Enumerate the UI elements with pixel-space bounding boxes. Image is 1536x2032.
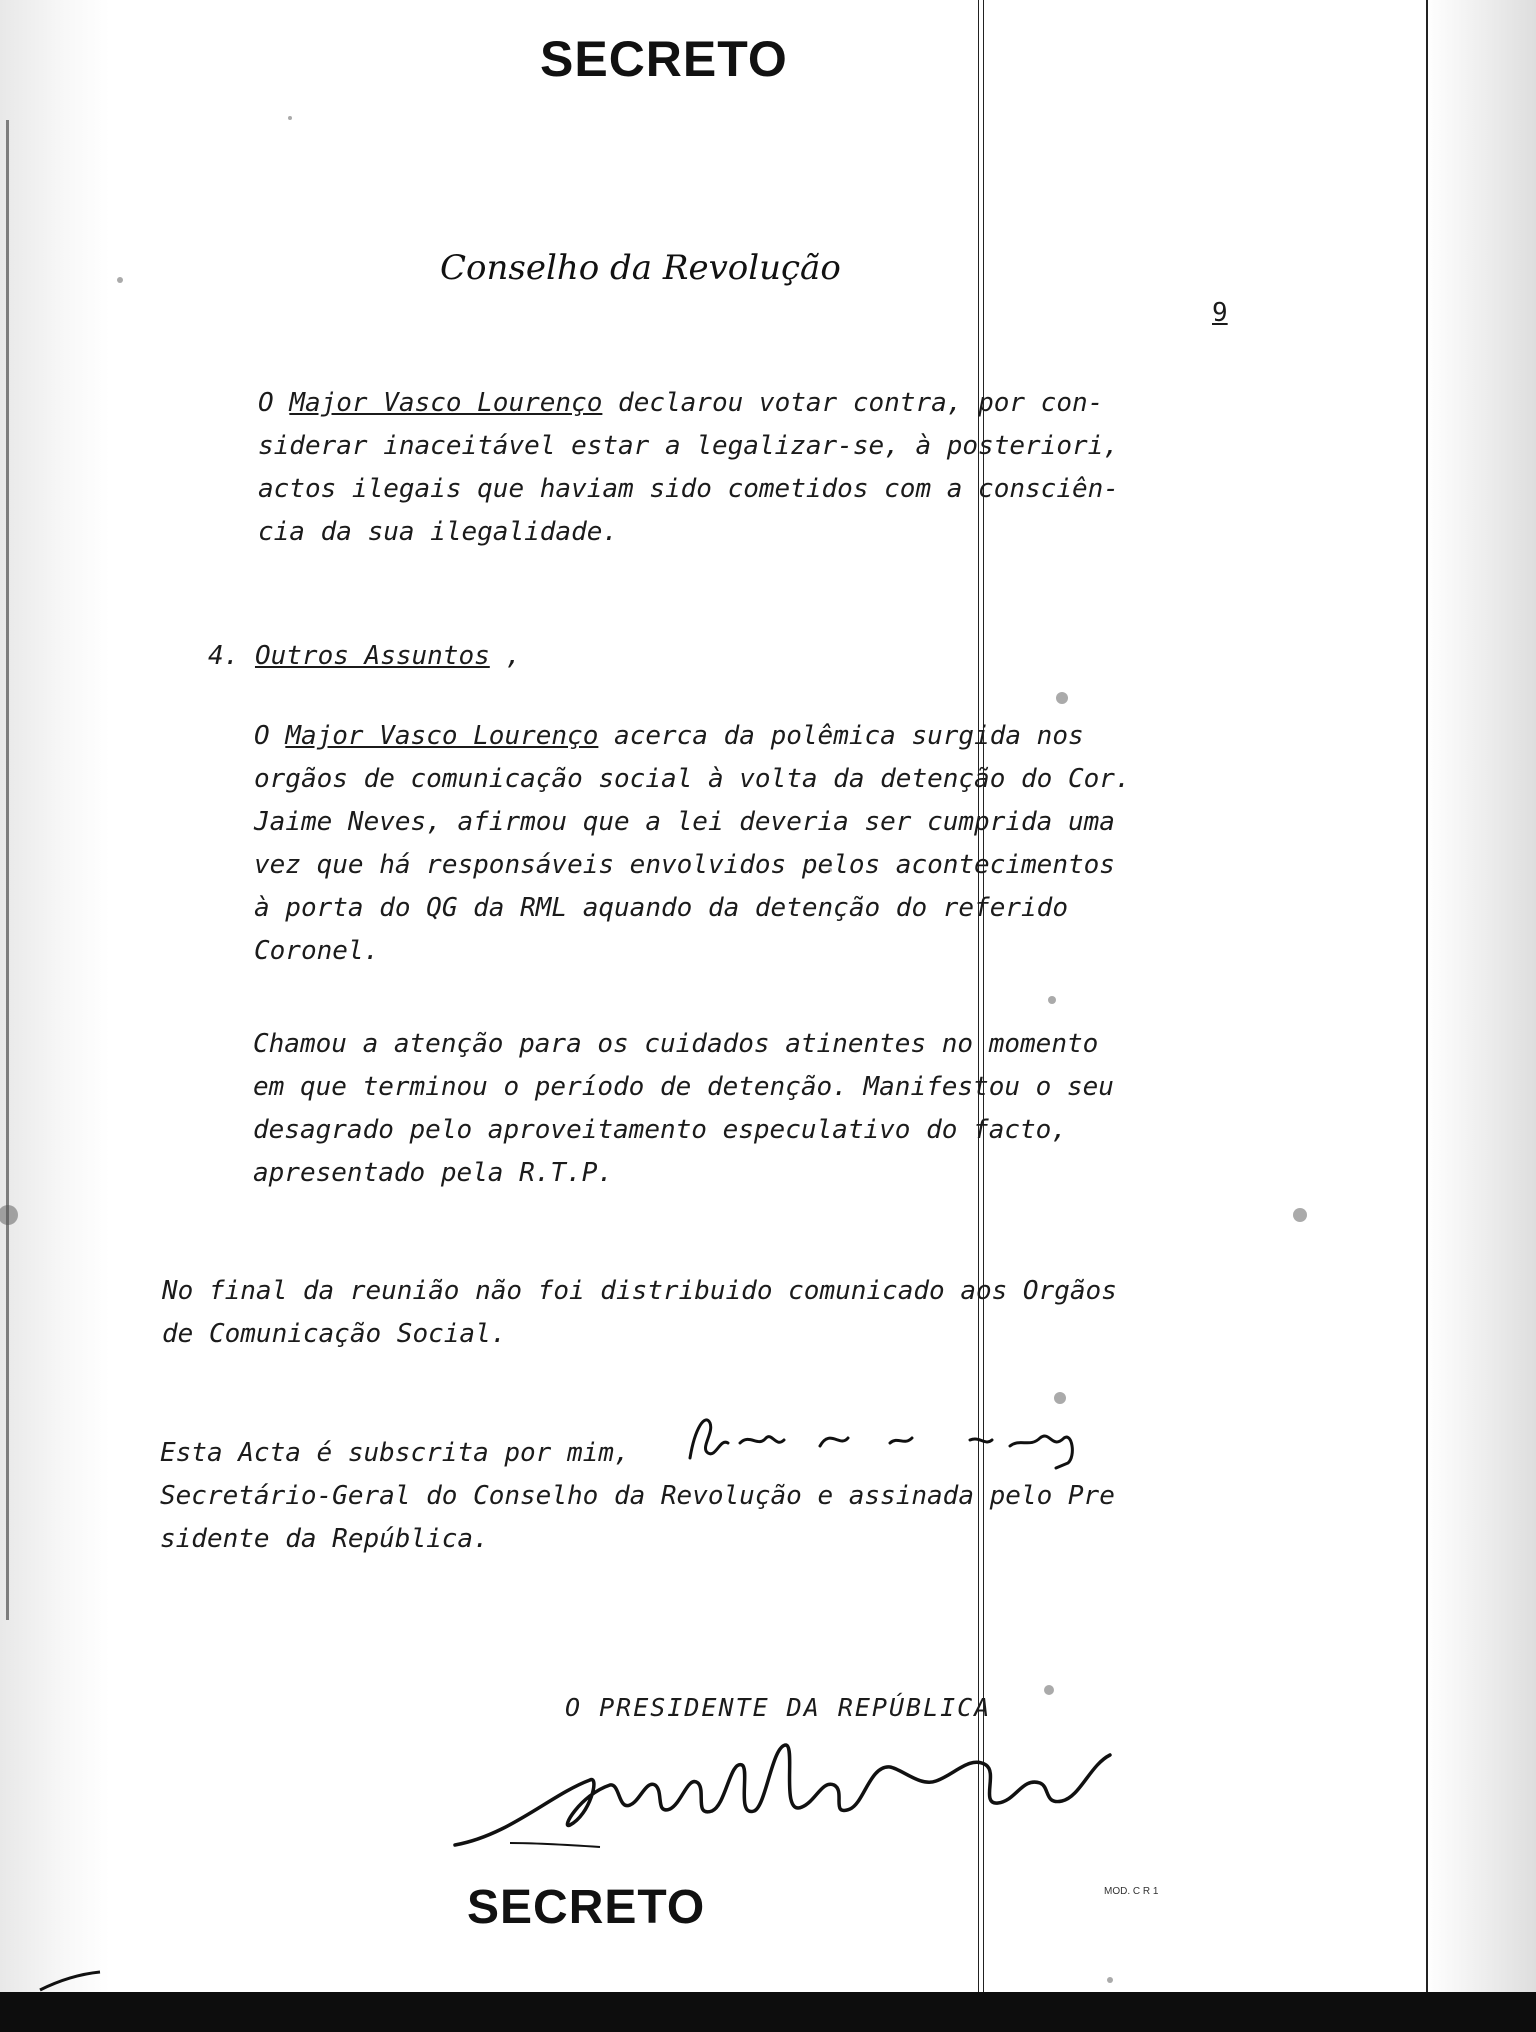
underlined-name: Major Vasco Lourenço	[289, 388, 603, 418]
section-trailing-mark: ,	[505, 641, 522, 671]
paragraph-line: Coronel.	[254, 936, 380, 966]
page-number: 9	[1212, 298, 1228, 328]
secret-stamp-bottom: SECRETO	[467, 1881, 706, 1934]
text-fragment: O	[258, 388, 290, 418]
paragraph-line: desagrado pelo aproveitamento especulativo do facto,	[253, 1115, 1067, 1145]
council-letterhead: Conselho da Revolução	[440, 248, 841, 288]
paragraph-line: à porta do QG da RML aquando da detenção do referido	[254, 893, 1068, 923]
paragraph-communique	[162, 1270, 1117, 1356]
paragraph-line: em que terminou o período de detenção. Manifestou o seu	[253, 1072, 1114, 1102]
scan-bottom-border	[0, 1992, 1536, 2032]
paragraph-line: apresentado pela R.T.P.	[253, 1158, 614, 1188]
paragraph-line: actos ilegais que haviam sido cometidos com a consciên-	[258, 474, 1119, 504]
paragraph-line	[254, 715, 1131, 758]
paragraph-line: siderar inaceitável estar a legalizar-se, à posteriori,	[258, 431, 1119, 461]
paragraph-line: cia da sua ilegalidade.	[258, 517, 619, 547]
paragraph-line: orgãos de comunicação social à volta da detenção do Cor.	[254, 764, 1131, 794]
paragraph-line	[258, 382, 1119, 425]
secretary-signature	[680, 1408, 1180, 1478]
paragraph-line: de Comunicação Social.	[162, 1319, 507, 1349]
paragraph-detention-controversy	[254, 715, 1131, 973]
text-fragment: declarou votar contra, por con-	[602, 388, 1104, 418]
text-fragment: O	[254, 721, 286, 751]
section-number: 4.	[208, 641, 240, 671]
president-title: O PRESIDENTE DA REPÚBLICA	[565, 1693, 992, 1722]
paragraph-line: Esta Acta é subscrita por mim,	[160, 1438, 630, 1468]
paragraph-attention	[253, 1023, 1114, 1195]
paragraph-line: Secretário-Geral do Conselho da Revolução e assinada pelo Pre	[160, 1481, 1115, 1511]
paragraph-line: vez que há responsáveis envolvidos pelos acontecimentos	[254, 850, 1115, 880]
paragraph-line: Chamou a atenção para os cuidados atinentes no momento	[253, 1029, 1099, 1059]
paragraph-vote-declaration	[258, 382, 1119, 554]
paragraph-line: sidente da República.	[160, 1524, 489, 1554]
text-fragment: acerca da polêmica surgida nos	[598, 721, 1084, 751]
paragraph-line: Jaime Neves, afirmou que a lei deveria ser cumprida uma	[254, 807, 1115, 837]
secret-stamp-top: SECRETO	[540, 31, 788, 87]
paragraph-line: No final da reunião não foi distribuido comunicado aos Orgãos	[162, 1276, 1117, 1306]
president-signature	[450, 1725, 1170, 1875]
section-heading	[208, 635, 521, 678]
underlined-name: Major Vasco Lourenço	[285, 721, 599, 751]
form-code: MOD. C R 1	[1104, 1886, 1159, 1897]
section-title: Outros Assuntos	[254, 641, 490, 671]
